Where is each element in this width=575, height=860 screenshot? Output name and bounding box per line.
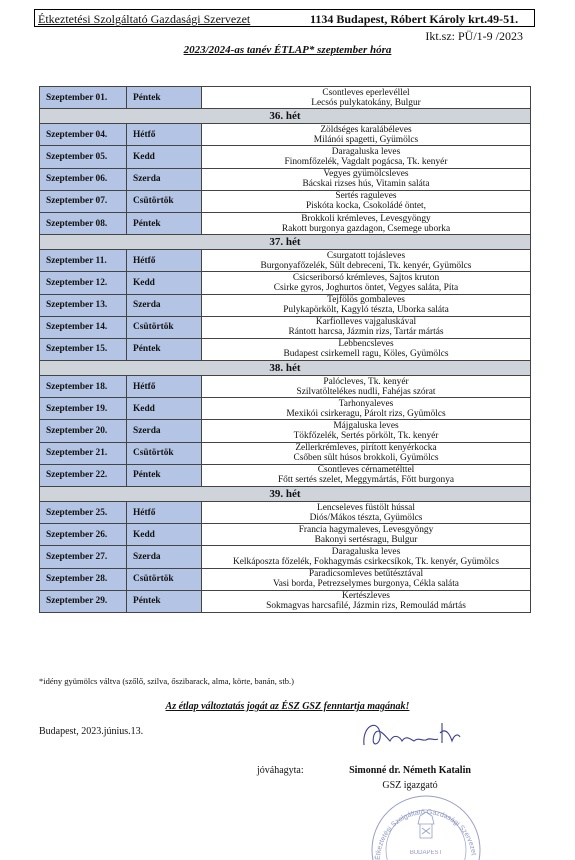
day-weekday: Csütörtök (127, 568, 202, 590)
day-weekday: Kedd (127, 146, 202, 168)
main-course-line: Piskóta kocka, Csokoládé öntet, (305, 201, 427, 212)
soup-line: Francia hagymaleves, Levesgyöngy (298, 524, 434, 535)
svg-text:Étkeztetési Szolgáltató Gazdas: Étkeztetési Szolgáltató Gazdasági Szervezet (374, 808, 477, 860)
day-meals (202, 464, 531, 486)
day-meals (202, 442, 531, 464)
week-header-row (40, 487, 531, 502)
soup-line: Karfiolleves vajgaluskával (315, 317, 417, 328)
menu-day-row (40, 546, 531, 568)
day-meals (202, 168, 531, 190)
day-date: Szeptember 08. (40, 212, 127, 234)
day-date: Szeptember 20. (40, 420, 127, 442)
registration-number: Ikt.sz: PÜ/1-9 /2023 (425, 29, 523, 43)
week-label: 38. hét (40, 361, 531, 376)
svg-text:BUDAPEST: BUDAPEST (409, 850, 443, 856)
day-meals (202, 146, 531, 168)
day-weekday: Péntek (127, 212, 202, 234)
soup-line: Daragaluska leves (331, 546, 401, 557)
day-date: Szeptember 14. (40, 316, 127, 338)
menu-title: 2023/2024-as tanév ÉTLAP* szeptember hóra (183, 44, 392, 56)
week-label: 39. hét (40, 487, 531, 502)
soup-line: Tejfölös gombaleves (327, 295, 405, 306)
main-course-line: Budapest csirkemell ragu, Köles, Gyümölcs (283, 349, 449, 360)
day-weekday: Csütörtök (127, 190, 202, 212)
day-meals (202, 398, 531, 420)
soup-line: Csontleves cérnametélttel (317, 465, 415, 476)
day-date: Szeptember 05. (40, 146, 127, 168)
menu-day-row (40, 568, 531, 590)
main-course-line: Csőben sült húsos brokkoli, Gyümölcs (293, 453, 439, 464)
main-course-line: Főtt sertés szelet, Meggymártás, Főtt burgonya (277, 475, 455, 486)
day-date: Szeptember 04. (40, 124, 127, 146)
day-weekday: Kedd (127, 272, 202, 294)
signer-name: Simonné dr. Németh Katalin (349, 765, 471, 776)
day-meals (202, 87, 531, 109)
menu-day-row (40, 168, 531, 190)
day-weekday: Szerda (127, 546, 202, 568)
day-weekday: Kedd (127, 398, 202, 420)
day-weekday: Hétfő (127, 376, 202, 398)
soup-line: Brokkoli krémleves, Levesgyöngy (301, 213, 431, 224)
menu-day-row (40, 420, 531, 442)
soup-line: Májgaluska leves (333, 421, 399, 432)
day-meals (202, 568, 531, 590)
day-date: Szeptember 13. (40, 294, 127, 316)
place-date: Budapest, 2023.június.13. (39, 726, 144, 737)
soup-line: Paradicsomleves betűtésztával (308, 569, 424, 580)
main-course-line: Burgonyafőzelék, Sült debreceni, Tk. kenyér, Gyümölcs (260, 260, 472, 271)
day-date: Szeptember 01. (40, 87, 127, 109)
day-meals (202, 250, 531, 272)
soup-line: Csurgatott tojásleves (326, 250, 406, 261)
day-date: Szeptember 07. (40, 190, 127, 212)
day-weekday: Péntek (127, 464, 202, 486)
main-course-line: Rántott harcsa, Jázmin rizs, Tartár mártás (288, 327, 444, 338)
soup-line: Kertészleves (342, 591, 390, 602)
reserve-note: Az étlap változtatás jogát az ÉSZ GSZ fenntartja magának! (165, 701, 410, 712)
day-weekday: Péntek (127, 590, 202, 612)
soup-line: Sertés raguleves (335, 191, 397, 202)
day-weekday: Hétfő (127, 124, 202, 146)
menu-day-row (40, 442, 531, 464)
day-meals (202, 524, 531, 546)
main-course-line: Rakott burgonya gazdagon, Csemege uborka (281, 223, 451, 234)
day-meals (202, 124, 531, 146)
main-course-line: Bácskai rizses hús, Vitamin saláta (302, 179, 430, 190)
week-header-row (40, 235, 531, 250)
day-date: Szeptember 12. (40, 272, 127, 294)
day-weekday: Csütörtök (127, 442, 202, 464)
main-course-line: Szilvatöltelékes nudli, Fahéjas szórat (296, 386, 436, 397)
day-date: Szeptember 26. (40, 524, 127, 546)
menu-day-row (40, 272, 531, 294)
soup-line: Lencseleves füstölt hússal (317, 502, 415, 513)
menu-table (39, 86, 531, 613)
week-header-row (40, 109, 531, 124)
day-date: Szeptember 25. (40, 502, 127, 524)
soup-line: Daragaluska leves (331, 146, 401, 157)
soup-line: Zellerkrémleves, pirított kenyérkocka (295, 443, 437, 454)
day-date: Szeptember 11. (40, 250, 127, 272)
day-meals (202, 316, 531, 338)
day-date: Szeptember 21. (40, 442, 127, 464)
organization-name: Étkeztetési Szolgáltató Gazdasági Szervezet (38, 12, 251, 26)
menu-day-row (40, 212, 531, 234)
menu-day-row (40, 464, 531, 486)
menu-day-row (40, 190, 531, 212)
day-meals (202, 338, 531, 360)
menu-day-row (40, 398, 531, 420)
day-date: Szeptember 06. (40, 168, 127, 190)
day-meals (202, 190, 531, 212)
day-weekday: Kedd (127, 524, 202, 546)
soup-line: Vegyes gyümölcsleves (323, 169, 409, 180)
approved-label: jóváhagyta: (257, 765, 304, 776)
day-date: Szeptember 15. (40, 338, 127, 360)
organization-address: 1134 Budapest, Róbert Károly krt.49-51. (310, 12, 519, 26)
menu-day-row (40, 124, 531, 146)
day-weekday: Péntek (127, 87, 202, 109)
header-box (34, 9, 535, 27)
main-course-line: Finomfőzelék, Vagdalt pogácsa, Tk. kenyér (284, 156, 448, 167)
day-meals (202, 212, 531, 234)
day-weekday: Hétfő (127, 250, 202, 272)
signer-role: GSZ igazgató (382, 780, 438, 791)
day-date: Szeptember 22. (40, 464, 127, 486)
day-date: Szeptember 27. (40, 546, 127, 568)
main-course-line: Diós/Mákos tészta, Gyümölcs (309, 512, 423, 523)
main-course-line: Vasi borda, Petrezselymes burgonya, Cékla saláta (273, 579, 459, 590)
main-course-line: Sokmagvas harcsafilé, Jázmin rizs, Remoulád mártás (266, 601, 466, 612)
menu-day-row (40, 250, 531, 272)
day-meals (202, 546, 531, 568)
main-course-line: Milánói spagetti, Gyümölcs (313, 134, 419, 145)
day-date: Szeptember 18. (40, 376, 127, 398)
menu-day-row (40, 316, 531, 338)
day-meals (202, 420, 531, 442)
day-meals (202, 376, 531, 398)
main-course-line: Tökfőzelék, Sertés pörkölt, Tk. kenyér (293, 431, 439, 442)
menu-day-row (40, 146, 531, 168)
day-weekday: Péntek (127, 338, 202, 360)
main-course-line: Bakonyi sertésragu, Bulgur (314, 534, 418, 545)
day-meals (202, 502, 531, 524)
day-weekday: Szerda (127, 168, 202, 190)
menu-day-row (40, 502, 531, 524)
week-label: 37. hét (40, 235, 531, 250)
soup-line: Zöldséges karalábéleves (320, 124, 412, 135)
week-label: 36. hét (40, 109, 531, 124)
soup-line: Csontleves eperlevéllel (322, 87, 410, 98)
week-header-row (40, 361, 531, 376)
main-course-line: Csirke gyros, Joghurtos öntet, Vegyes saláta, Píta (273, 282, 459, 293)
day-meals (202, 272, 531, 294)
day-weekday: Csütörtök (127, 316, 202, 338)
soup-line: Tarhonyaleves (338, 398, 394, 409)
soup-line: Lebbencsleves (338, 339, 394, 350)
menu-day-row (40, 87, 531, 109)
day-date: Szeptember 29. (40, 590, 127, 612)
main-course-line: Kelkáposzta főzelék, Fokhagymás csirkecsíkok, Tk. kenyér, Gyümölcs (232, 556, 500, 567)
menu-day-row (40, 376, 531, 398)
day-meals (202, 590, 531, 612)
menu-day-row (40, 294, 531, 316)
main-course-line: Lecsós pulykatokány, Bulgur (311, 97, 421, 108)
day-date: Szeptember 28. (40, 568, 127, 590)
handwritten-signature (356, 715, 466, 760)
main-course-line: Pulykapörkölt, Kagyló tészta, Uborka saláta (283, 305, 449, 316)
menu-day-row (40, 338, 531, 360)
day-meals (202, 294, 531, 316)
menu-day-row (40, 524, 531, 546)
main-course-line: Mexikói csirkeragu, Párolt rizs, Gyümölcs (286, 408, 446, 419)
day-weekday: Szerda (127, 420, 202, 442)
soup-line: Palócleves, Tk. kenyér (323, 376, 409, 387)
official-stamp (366, 776, 486, 860)
menu-day-row (40, 590, 531, 612)
day-weekday: Szerda (127, 294, 202, 316)
soup-line: Csicseriborsó krémleves, Sajtos kruton (292, 272, 440, 283)
day-date: Szeptember 19. (40, 398, 127, 420)
footnote: *idény gyümölcs váltva (szőlő, szilva, őszibarack, alma, körte, banán, stb.) (39, 676, 294, 686)
day-weekday: Hétfő (127, 502, 202, 524)
